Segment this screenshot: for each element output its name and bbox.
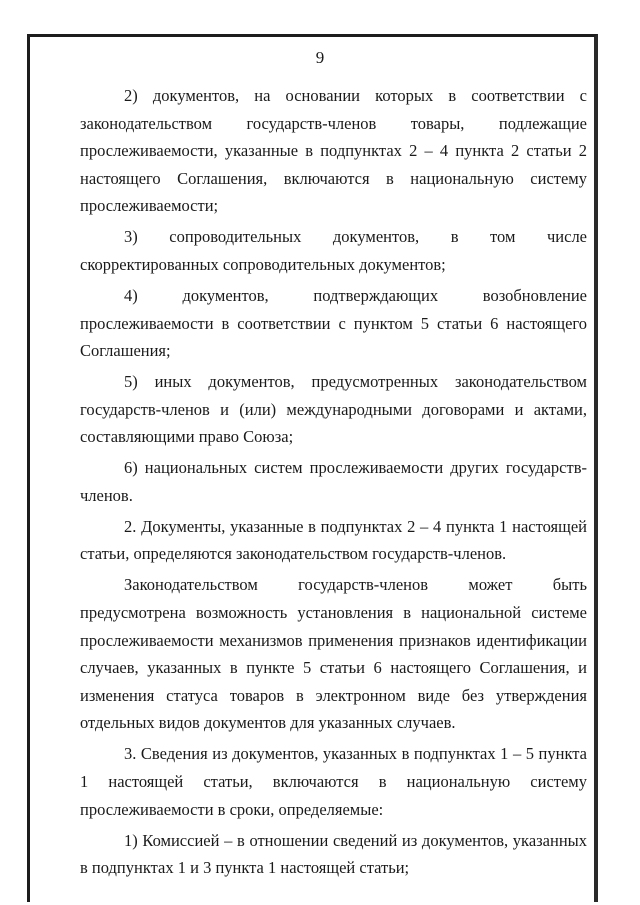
paragraph-item-6: 6) национальных систем прослеживаемости других государств-членов. (80, 458, 587, 505)
paragraph-item-3: 3) сопроводительных документов, в том числе скорректированных сопроводительных документов; (80, 227, 587, 274)
paragraph-clause-3-item-1: 1) Комиссией – в отношении сведений из документов, указанных в подпунктах 1 и 3 пункта 1 настоящей статьи; (80, 830, 587, 878)
paragraph-clause-2: 2. Документы, указанные в подпунктах 2 – 4 пункта 1 настоящей статьи, определяются законодательством государств-членов. (80, 516, 587, 564)
paragraph-clause-3: 3. Сведения из документов, указанных в подпунктах 1 – 5 пункта 1 настоящей статьи, включаются в национальную систему прослеживаемости в сроки, определяемые: (80, 744, 587, 819)
paragraph-clause-2-legislation: Законодательством государств-членов может быть предусмотрена возможность установления в национальной системе прослеживаемости механизмов применения признаков идентификации случаев, указанных в пункте 5 статьи 6 настоящего Соглашения, и изменения статуса товаров в электронном виде без утверждения отдельных видов документов для указанных случаев. (80, 575, 587, 733)
paragraph-item-5: 5) иных документов, предусмотренных законодательством государств-членов и (или) международными договорами и актами, составляющими право Союза; (80, 372, 587, 447)
page-number: 9 (315, 48, 325, 67)
paragraph-item-2: 2) документов, на основании которых в соответствии с законодательством государств-членов товары, подлежащие прослеживаемости, указанные в подпунктах 2 – 4 пункта 2 статьи 2 настоящего Соглашения, включаются в национальную систему прослеживаемости; (80, 86, 587, 216)
paragraph-item-4: 4) документов, подтверждающих возобновление прослеживаемости в соответствии с пунктом 5 статьи 6 настоящего Соглашения; (80, 285, 587, 361)
document-body (80, 82, 587, 885)
